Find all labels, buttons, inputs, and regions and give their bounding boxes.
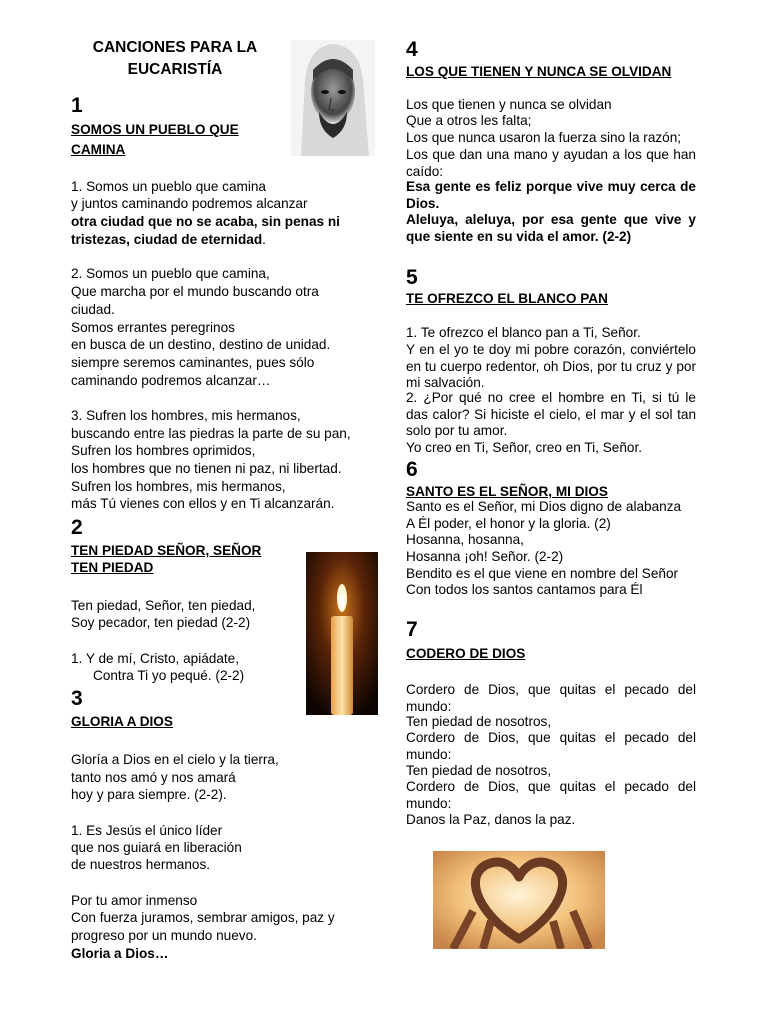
song-number: 4 xyxy=(406,38,418,61)
lyric-line: Los que nunca usaron la fuerza sino la razón; xyxy=(406,130,682,145)
song-number: 1 xyxy=(71,94,83,117)
lyric-line: los hombres que no tienen ni paz, ni libertad. xyxy=(71,461,342,476)
lyric-line: más Tú vienes con ellos y en Ti alcanzarán. xyxy=(71,496,335,511)
lyric-line: A Él poder, el honor y la gloria. (2) xyxy=(406,516,611,531)
hands-heart-image xyxy=(433,851,605,949)
song-heading: TEN PIEDAD SEÑOR, SEÑOR xyxy=(71,543,262,558)
lyric-line: 2. Somos un pueblo que camina, xyxy=(71,266,270,281)
lyric-line: Bendito es el que viene en nombre del Señor xyxy=(406,566,679,581)
song-heading: CODERO DE DIOS xyxy=(406,646,526,661)
lyric-line: Santo es el Señor, mi Dios digno de alabanza xyxy=(406,499,682,514)
lyric-line: 1. Somos un pueblo que camina xyxy=(71,179,266,194)
lyric-line: Que marcha por el mundo buscando otra xyxy=(71,284,319,299)
lyric-line: Con todos los santos cantamos para Él xyxy=(406,582,643,597)
lyric-line: Aleluya, aleluya, por esa gente que vive y que siente en su vida el amor. (2-2) xyxy=(406,212,696,244)
lyric-line: 2. ¿Por qué no cree el hombre en Ti, si tú le das calor? Si hiciste el cielo, el mar y el sol tan solo por tu amor. xyxy=(406,390,696,438)
lyric-line: siempre seremos caminantes, pues sólo xyxy=(71,355,315,370)
lyric-line: en busca de un destino, destino de unidad. xyxy=(71,337,331,352)
candle-image xyxy=(306,552,378,715)
lyric-line: buscando entre las piedras la parte de su pan, xyxy=(71,426,351,441)
lyric-line: Somos errantes peregrinos xyxy=(71,320,235,335)
lyric-line: Cordero de Dios, que quitas el pecado del mundo: xyxy=(406,730,696,762)
lyric-line: de nuestros hermanos. xyxy=(71,857,211,872)
page-title: CANCIONES PARA LA EUCARISTÍA xyxy=(92,39,258,78)
lyric-line: Gloria a Dios… xyxy=(71,946,169,961)
lyric-line: Contra Ti yo pequé. (2-2) xyxy=(93,668,245,683)
lyric-line: Yo creo en Ti, Señor, creo en Ti, Señor. xyxy=(406,440,643,455)
lyric-line: 1. Te ofrezco el blanco pan a Ti, Señor. xyxy=(406,325,641,340)
lyric-line: Que a otros les falta; xyxy=(406,113,532,128)
lyric-line: Sufren los hombres oprimidos, xyxy=(71,443,256,458)
lyric-line: 1. Y de mí, Cristo, apiádate, xyxy=(71,651,240,666)
lyric-line: tristezas, ciudad de eternidad. xyxy=(71,232,266,247)
lyric-line: hoy y para siempre. (2-2). xyxy=(71,787,227,802)
lyric-line: Gloría a Dios en el cielo y la tierra, xyxy=(71,752,279,767)
lyric-line: que nos guiará en liberación xyxy=(71,840,242,855)
lyric-line: Ten piedad, Señor, ten piedad, xyxy=(71,598,256,613)
song-number: 7 xyxy=(406,618,418,641)
lyric-line: 3. Sufren los hombres, mis hermanos, xyxy=(71,408,301,423)
lyric-line: 1. Es Jesús el único líder xyxy=(71,823,223,838)
song-number: 6 xyxy=(406,458,418,481)
lyric-line: Con fuerza juramos, sembrar amigos, paz y xyxy=(71,910,335,925)
lyric-line: Cordero de Dios, que quitas el pecado del mundo: xyxy=(406,682,696,714)
lyric-line: caminando podremos alcanzar… xyxy=(71,373,271,388)
lyric-line: otra ciudad que no se acaba, sin penas ni xyxy=(71,214,340,229)
lyric-line: Ten piedad de nosotros, xyxy=(406,763,552,778)
lyric-line: Los que tienen y nunca se olvidan xyxy=(406,97,612,112)
lyric-line: Sufren los hombres, mis hermanos, xyxy=(71,479,286,494)
lyric-line: Los que dan una mano y ayudan a los que han caído: xyxy=(406,147,696,179)
song-number: 3 xyxy=(71,687,83,710)
lyric-line: Soy pecador, ten piedad (2-2) xyxy=(71,615,251,630)
lyric-line: Por tu amor inmenso xyxy=(71,893,198,908)
song-heading: SOMOS UN PUEBLO QUE xyxy=(71,122,239,137)
lyric-line: y juntos caminando podremos alcanzar xyxy=(71,196,308,211)
song-heading: TE OFREZCO EL BLANCO PAN xyxy=(406,291,608,306)
song-heading: SANTO ES EL SEÑOR, MI DIOS xyxy=(406,484,608,499)
lyric-line: Esa gente es feliz porque vive muy cerca de Dios. xyxy=(406,179,696,211)
lyric-line: Ten piedad de nosotros, xyxy=(406,714,552,729)
lyric-line: Cordero de Dios, que quitas el pecado del mundo: xyxy=(406,779,696,811)
jesus-portrait-image xyxy=(291,40,375,156)
lyric-line: Y en el yo te doy mi pobre corazón, conviértelo en tu cuerpo redentor, oh Dios, por tu cruz y por mi salvación. xyxy=(406,342,696,390)
song-heading: GLORIA A DIOS xyxy=(71,714,173,729)
song-heading: LOS QUE TIENEN Y NUNCA SE OLVIDAN xyxy=(406,64,672,79)
lyric-line: tanto nos amó y nos amará xyxy=(71,770,236,785)
lyric-line: ciudad. xyxy=(71,302,115,317)
song-number: 2 xyxy=(71,516,83,539)
song-heading: TEN PIEDAD xyxy=(71,560,154,575)
lyric-line: Hosanna, hosanna, xyxy=(406,532,524,547)
song-number: 5 xyxy=(406,266,418,289)
song-heading: CAMINA xyxy=(71,142,126,157)
lyric-line: Hosanna ¡oh! Señor. (2-2) xyxy=(406,549,564,564)
lyric-line: progreso por un mundo nuevo. xyxy=(71,928,257,943)
lyric-line: Danos la Paz, danos la paz. xyxy=(406,812,576,827)
